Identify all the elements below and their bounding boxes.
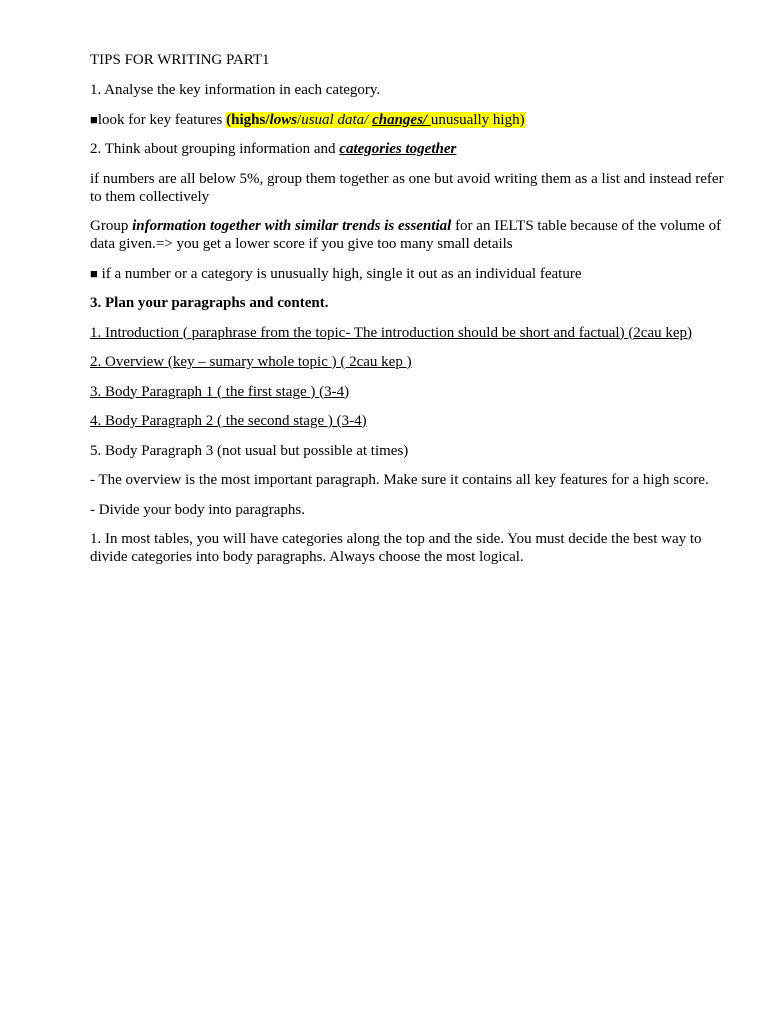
paragraph-numbers-below: if numbers are all below 5%, group them together as one but avoid writing them as a list and instead refer to them collectively [90, 170, 724, 205]
paragraph-grouping [90, 140, 730, 158]
group-lead: Group [90, 218, 133, 234]
document-title: TIPS FOR WRITING PART1 [90, 52, 270, 68]
paragraph-divide-body: - Divide your body into paragraphs. [90, 501, 305, 518]
group-tail: for an IELTS table because of the volume of data given.=> you get a lower score if you give too many small details [90, 218, 722, 252]
slash-separator: / [265, 111, 270, 128]
categories-together-text: categories together [339, 141, 457, 157]
plan-item-overview: 2. Overview (key – sumary whole topic ) ( 2cau kep ) [90, 354, 412, 370]
group-emphasis: information together with similar trends is essential [132, 218, 452, 234]
grouping-lead: 2. Think about grouping information and [90, 141, 340, 157]
paragraph-analyse: 1. Analyse the key information in each category. [90, 82, 381, 98]
document-body [90, 51, 730, 578]
changes-text: changes/ [372, 111, 431, 128]
plan-item-body-3: 5. Body Paragraph 3 (not usual but possible at times) [90, 442, 409, 459]
unusually-high-text: unusually high) [430, 111, 525, 128]
paragraph-group-info [90, 217, 730, 253]
plan-item-introduction: 1. Introduction ( paraphrase from the topic- The introduction should be short and factual) (2cau kep) [90, 324, 693, 341]
usual-data-text: usual data [301, 111, 365, 128]
paragraph-key-features [90, 111, 730, 129]
highs-text: highs [231, 111, 266, 128]
paragraph-plan-heading: 3. Plan your paragraphs and content. [90, 295, 329, 311]
bullet-square-icon: ■ [90, 111, 98, 127]
open-paren: ( [226, 111, 232, 128]
key-features-highlight [226, 112, 524, 128]
lows-text: lows [269, 111, 298, 128]
bullet-square-icon: ■ [90, 265, 98, 281]
key-features-lead: look for key features [97, 111, 227, 128]
plan-item-body-2: 4. Body Paragraph 2 ( the second stage ) (3-4) [90, 413, 367, 429]
single-out-text: if a number or a category is unusually high, single it out as an individual feature [97, 265, 582, 282]
paragraph-most-tables: 1. In most tables, you will have categories along the top and the side. You must decide the best way to divide categories into body paragraphs. Always choose the most logical. [90, 531, 702, 565]
paragraph-overview-important: - The overview is the most important paragraph. Make sure it contains all key features for a high score. [90, 472, 709, 488]
slash-separator: / [364, 111, 373, 128]
paragraph-single-out [90, 265, 730, 283]
slash-separator: / [297, 111, 302, 128]
plan-item-body-1: 3. Body Paragraph 1 ( the first stage ) (3-4) [90, 383, 350, 400]
